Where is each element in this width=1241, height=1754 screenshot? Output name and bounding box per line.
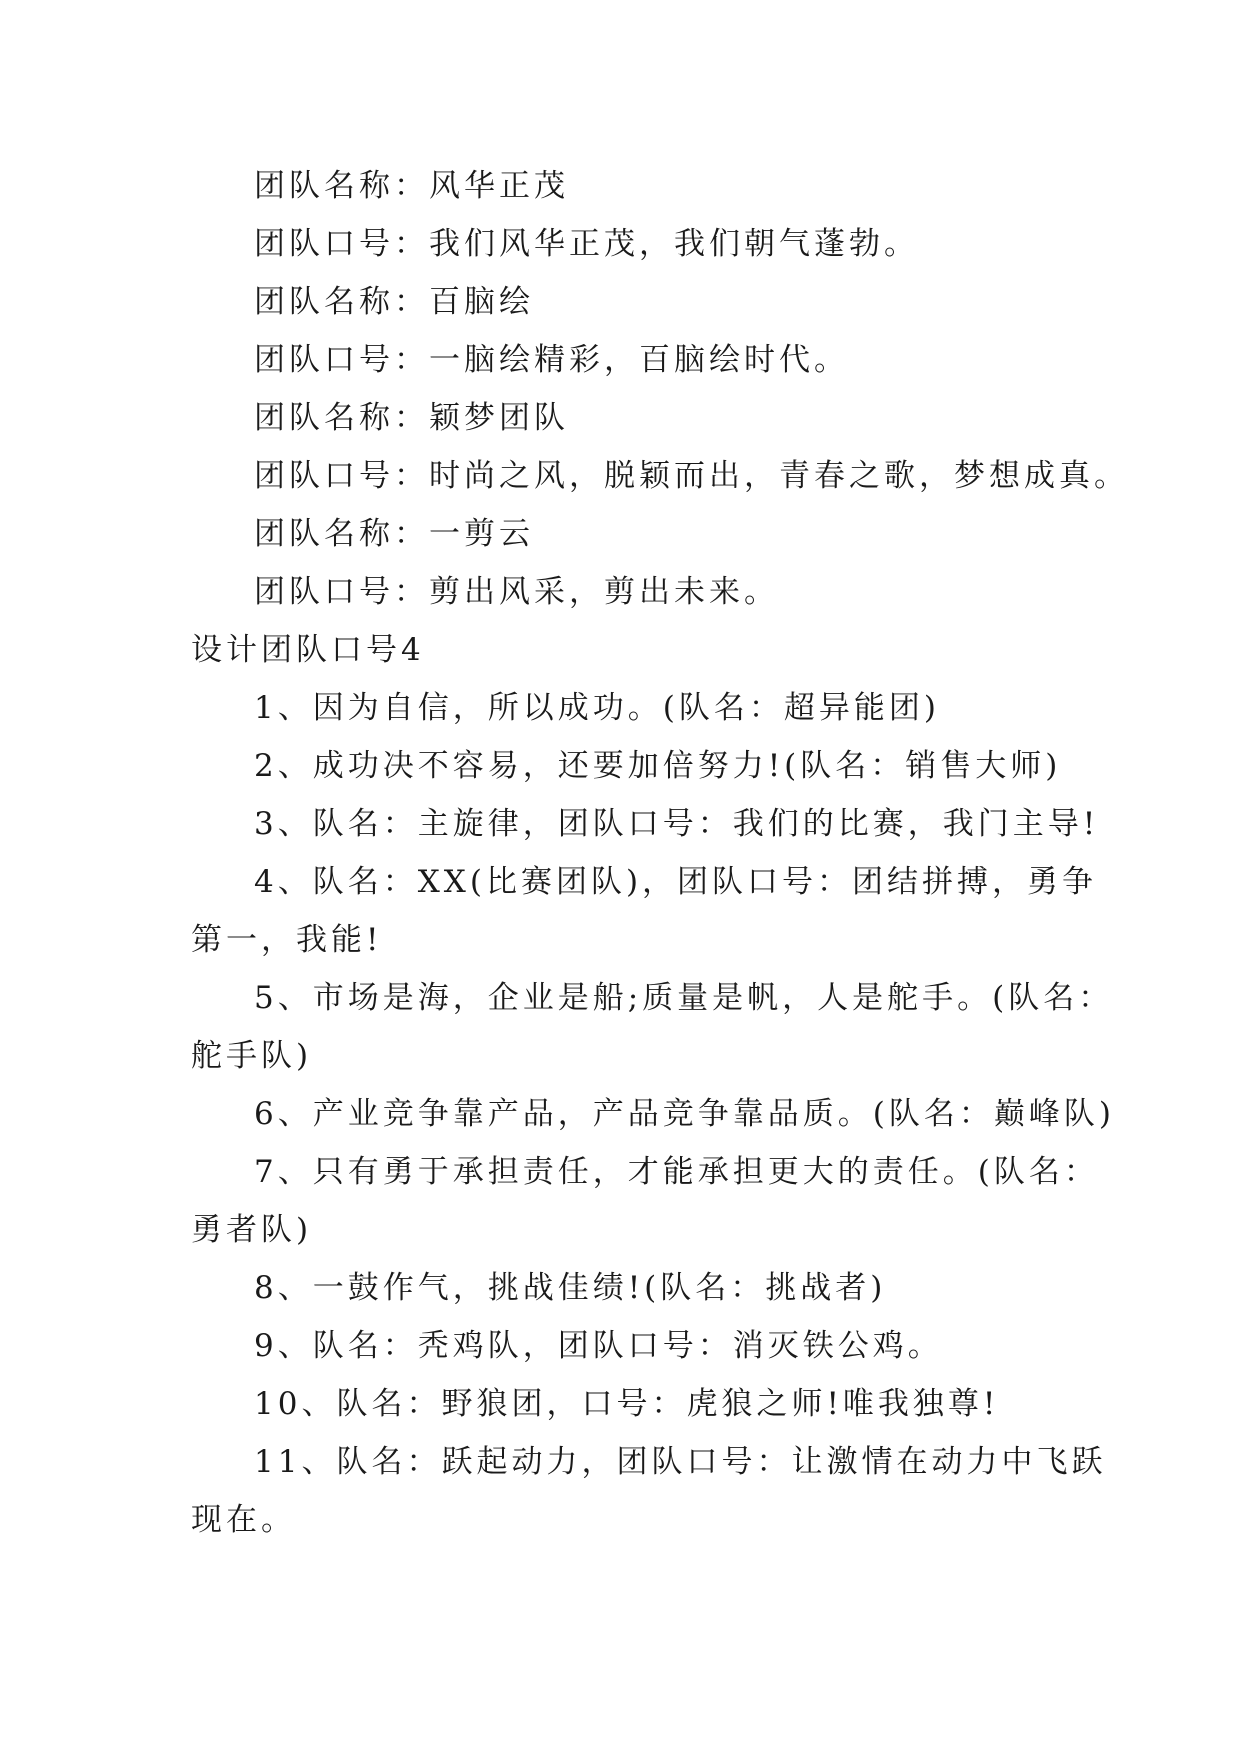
team-name-line: 团队名称：风华正茂 [254, 168, 569, 204]
list-item: 2、成功决不容易，还要加倍努力!(队名：销售大师) [254, 748, 1062, 784]
list-item-continuation: 现在。 [191, 1502, 296, 1538]
list-item: 10、队名：野狼团，口号：虎狼之师!唯我独尊! [254, 1386, 1000, 1422]
list-item-continuation: 舵手队) [191, 1038, 313, 1074]
team-slogan-line: 团队口号：剪出风采，剪出未来。 [254, 574, 779, 610]
team-slogan-line: 团队口号：时尚之风，脱颖而出，青春之歌，梦想成真。 [254, 458, 1129, 494]
list-item: 11、队名：跃起动力，团队口号：让激情在动力中飞跃 [254, 1444, 1107, 1480]
team-name-line: 团队名称：颖梦团队 [254, 400, 569, 436]
list-item: 1、因为自信，所以成功。(队名：超异能团) [254, 690, 940, 726]
list-item-continuation: 勇者队) [191, 1212, 313, 1248]
list-item: 7、只有勇于承担责任，才能承担更大的责任。(队名： [254, 1154, 1099, 1190]
list-item: 4、队名：XX(比赛团队)，团队口号：团结拼搏，勇争 [254, 864, 1098, 900]
team-name-line: 团队名称：一剪云 [254, 516, 534, 552]
list-item: 9、队名：秃鸡队，团队口号：消灭铁公鸡。 [254, 1328, 943, 1364]
list-item: 6、产业竞争靠产品，产品竞争靠品质。(队名：巅峰队) [254, 1096, 1115, 1132]
section-heading: 设计团队口号4 [191, 632, 425, 668]
team-slogan-line: 团队口号：我们风华正茂，我们朝气蓬勃。 [254, 226, 919, 262]
list-item: 5、市场是海，企业是船;质量是帆，人是舵手。(队名： [254, 980, 1114, 1016]
team-slogan-line: 团队口号：一脑绘精彩，百脑绘时代。 [254, 342, 849, 378]
list-item-continuation: 第一，我能! [191, 922, 383, 958]
list-item: 3、队名：主旋律，团队口号：我们的比赛，我门主导! [254, 806, 1100, 842]
list-item: 8、一鼓作气，挑战佳绩!(队名：挑战者) [254, 1270, 887, 1306]
team-name-line: 团队名称：百脑绘 [254, 284, 534, 320]
